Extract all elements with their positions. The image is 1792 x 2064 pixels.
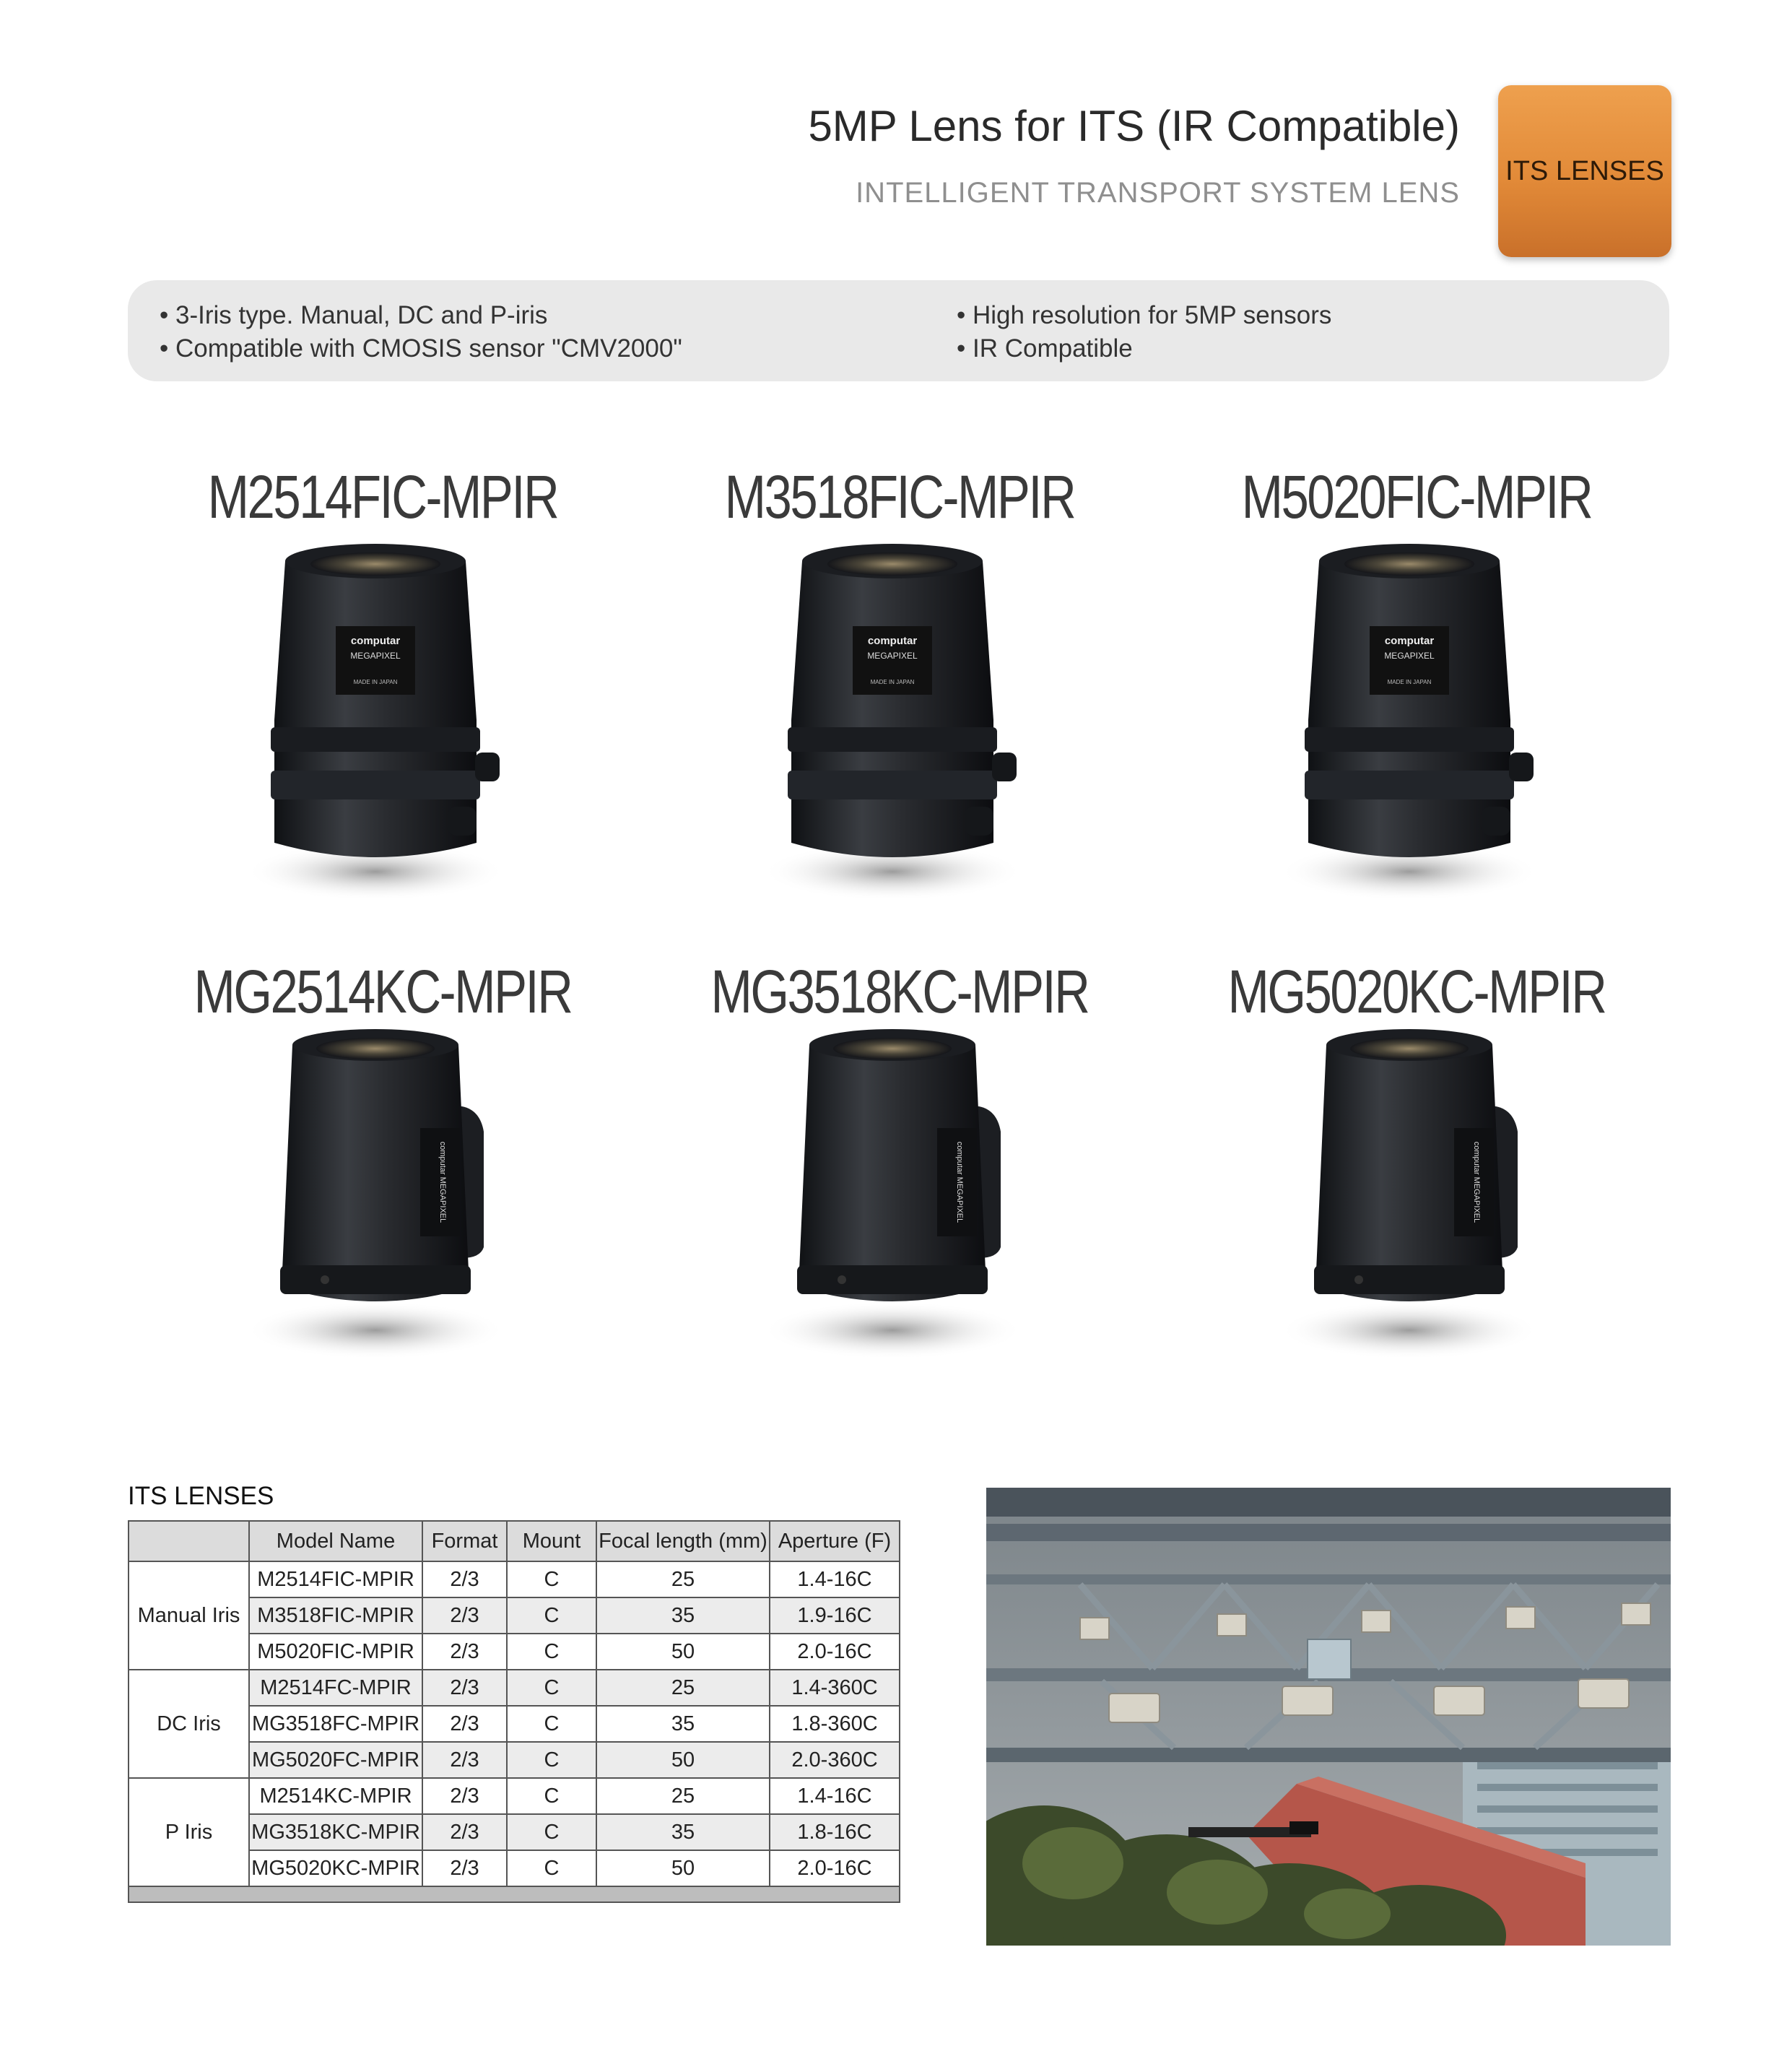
- lens-card: [647, 957, 1152, 1366]
- lens-model-name: M5020FIC-MPIR: [1241, 463, 1592, 531]
- table-row: [129, 1561, 900, 1597]
- lens-card: [1164, 462, 1669, 908]
- table-cell: 25: [596, 1778, 770, 1814]
- table-cell: 1.4-360C: [770, 1670, 900, 1706]
- column-header: Aperture (F): [770, 1521, 900, 1561]
- table-cell: MG3518KC-MPIR: [249, 1814, 422, 1850]
- iris-group-label: DC Iris: [129, 1670, 249, 1778]
- table-cell: 35: [596, 1814, 770, 1850]
- feature-item: • 3-Iris type. Manual, DC and P-iris: [160, 301, 548, 329]
- lens-card: [647, 462, 1152, 908]
- iris-group-label: P Iris: [129, 1778, 249, 1886]
- table-cell: 1.8-360C: [770, 1706, 900, 1742]
- table-cell: 1.8-16C: [770, 1814, 900, 1850]
- its-gantry-photo: [986, 1488, 1671, 1946]
- table-cell: M2514FC-MPIR: [249, 1670, 422, 1706]
- page-title: 5MP Lens for ITS (IR Compatible): [808, 102, 1460, 150]
- table-cell: 2/3: [422, 1814, 507, 1850]
- lens-image: [231, 532, 534, 908]
- column-header: [129, 1521, 249, 1561]
- spec-table: [128, 1520, 900, 1903]
- table-cell: 1.9-16C: [770, 1597, 900, 1634]
- lens-model-name: M3518FIC-MPIR: [724, 463, 1075, 531]
- table-cell: 2/3: [422, 1634, 507, 1670]
- table-cell: MG5020KC-MPIR: [249, 1850, 422, 1886]
- table-cell: 2/3: [422, 1670, 507, 1706]
- table-cell: 50: [596, 1742, 770, 1778]
- table-row: [129, 1670, 900, 1706]
- table-cell: C: [507, 1814, 596, 1850]
- feature-list-left: [160, 299, 682, 365]
- table-cell: MG3518FC-MPIR: [249, 1706, 422, 1742]
- table-cell: M2514KC-MPIR: [249, 1778, 422, 1814]
- table-cell: C: [507, 1634, 596, 1670]
- table-row: [129, 1778, 900, 1814]
- lens-card: [130, 957, 635, 1366]
- lens-model-name: M2514FIC-MPIR: [207, 463, 558, 531]
- table-cell: 1.4-16C: [770, 1561, 900, 1597]
- table-cell: 50: [596, 1634, 770, 1670]
- lens-card: [130, 462, 635, 908]
- table-cell: 50: [596, 1850, 770, 1886]
- table-cell: C: [507, 1778, 596, 1814]
- table-cell: C: [507, 1850, 596, 1886]
- table-cell: C: [507, 1561, 596, 1597]
- lens-image: [748, 1027, 1051, 1366]
- table-cell: 2.0-16C: [770, 1850, 900, 1886]
- lens-image: [1265, 532, 1568, 908]
- column-header: Format: [422, 1521, 507, 1561]
- feature-item: • IR Compatible: [957, 334, 1133, 363]
- category-badge: ITS LENSES: [1498, 85, 1671, 257]
- lens-image: [748, 532, 1051, 908]
- table-header-row: [129, 1521, 900, 1561]
- lens-image: [1265, 1027, 1568, 1366]
- table-cell: 2/3: [422, 1561, 507, 1597]
- lens-model-name: MG5020KC-MPIR: [1227, 958, 1606, 1026]
- iris-group-label: Manual Iris: [129, 1561, 249, 1670]
- column-header: Focal length (mm): [596, 1521, 770, 1561]
- lens-model-name: MG2514KC-MPIR: [193, 958, 572, 1026]
- table-cell: 25: [596, 1561, 770, 1597]
- table-footer-bar: [129, 1886, 900, 1902]
- column-header: Mount: [507, 1521, 596, 1561]
- table-footer-row: [129, 1886, 900, 1902]
- table-cell: M5020FIC-MPIR: [249, 1634, 422, 1670]
- table-cell: C: [507, 1742, 596, 1778]
- feature-item: • Compatible with CMOSIS sensor "CMV2000": [160, 334, 682, 363]
- table-cell: 1.4-16C: [770, 1778, 900, 1814]
- table-cell: 2/3: [422, 1850, 507, 1886]
- table-cell: 2/3: [422, 1742, 507, 1778]
- table-cell: 2/3: [422, 1706, 507, 1742]
- table-cell: 2/3: [422, 1597, 507, 1634]
- page-subtitle: INTELLIGENT TRANSPORT SYSTEM LENS: [856, 177, 1460, 209]
- feature-item: • High resolution for 5MP sensors: [957, 301, 1332, 329]
- table-cell: 2.0-16C: [770, 1634, 900, 1670]
- table-cell: MG5020FC-MPIR: [249, 1742, 422, 1778]
- column-header: Model Name: [249, 1521, 422, 1561]
- table-cell: C: [507, 1706, 596, 1742]
- feature-list-right: [957, 299, 1331, 365]
- table-cell: 25: [596, 1670, 770, 1706]
- table-caption: ITS LENSES: [128, 1482, 274, 1510]
- lens-card: [1164, 957, 1669, 1366]
- table-cell: M3518FIC-MPIR: [249, 1597, 422, 1634]
- table-cell: 35: [596, 1597, 770, 1634]
- table-cell: M2514FIC-MPIR: [249, 1561, 422, 1597]
- table-cell: C: [507, 1597, 596, 1634]
- table-cell: C: [507, 1670, 596, 1706]
- table-cell: 2/3: [422, 1778, 507, 1814]
- lens-model-name: MG3518KC-MPIR: [710, 958, 1089, 1026]
- feature-bar: [128, 280, 1669, 381]
- table-cell: 35: [596, 1706, 770, 1742]
- lens-image: [231, 1027, 534, 1366]
- table-cell: 2.0-360C: [770, 1742, 900, 1778]
